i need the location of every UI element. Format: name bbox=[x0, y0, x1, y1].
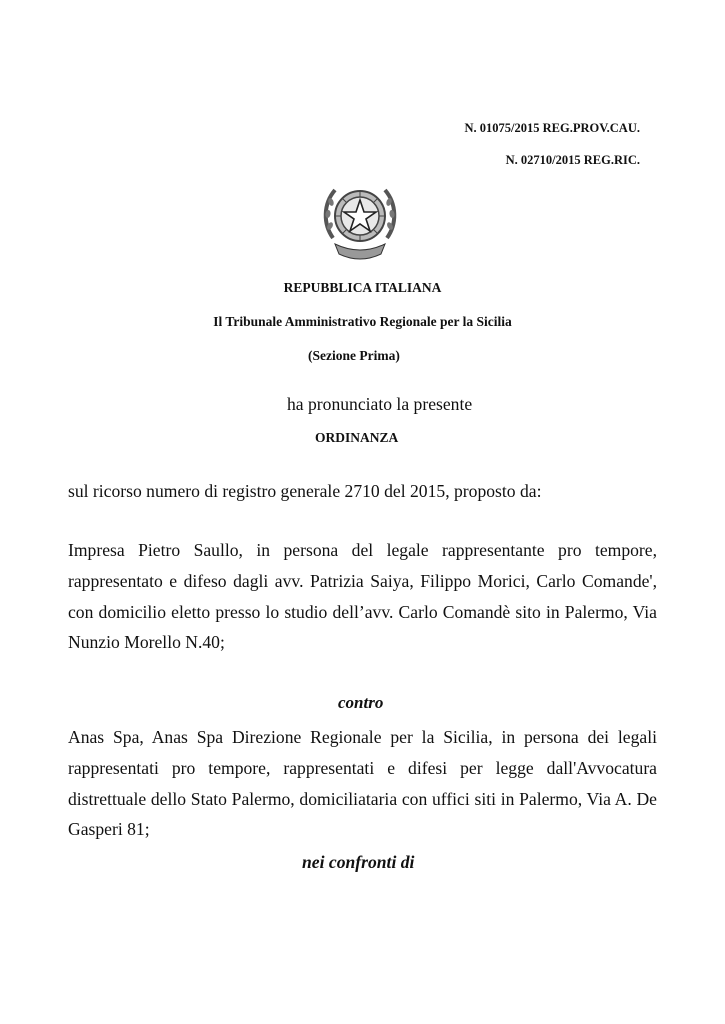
republic-heading: REPUBBLICA ITALIANA bbox=[283, 280, 442, 295]
reg-prov-cau-number: N. 01075/2015 REG.PROV.CAU. bbox=[464, 121, 640, 135]
court-heading: Il Tribunale Amministrativo Regionale per la Sicilia bbox=[213, 314, 512, 329]
italian-republic-emblem-icon bbox=[319, 176, 401, 266]
third-party-label: nei confronti di bbox=[302, 852, 415, 872]
pronounced-line: ha pronunciato la presente bbox=[287, 394, 473, 414]
applicant-paragraph: Impresa Pietro Saullo, in persona del legale rappresentante pro tempore, rappresentato e difeso dagli avv. Patrizia Saiya, Filippo Morici, Carlo Comande', con domicilio eletto presso lo studio dell’avv. Carlo Comandè sito in Palermo, Via Nunzio Morello N.40; bbox=[68, 540, 657, 653]
document-type: ORDINANZA bbox=[315, 430, 399, 445]
intro-paragraph: sul ricorso numero di registro generale 2710 del 2015, proposto da: bbox=[68, 481, 542, 501]
respondent-paragraph: Anas Spa, Anas Spa Direzione Regionale per la Sicilia, in persona dei legali rappresentati pro tempore, rappresentati e difesi per legge dall'Avvocatura distrettuale dello Stato Palermo, domiciliataria con uffici siti in Palermo, Via A. De Gasperi 81; bbox=[68, 727, 657, 840]
against-label: contro bbox=[338, 693, 384, 712]
reg-ric-number: N. 02710/2015 REG.RIC. bbox=[505, 153, 640, 167]
section-heading: (Sezione Prima) bbox=[308, 348, 400, 363]
